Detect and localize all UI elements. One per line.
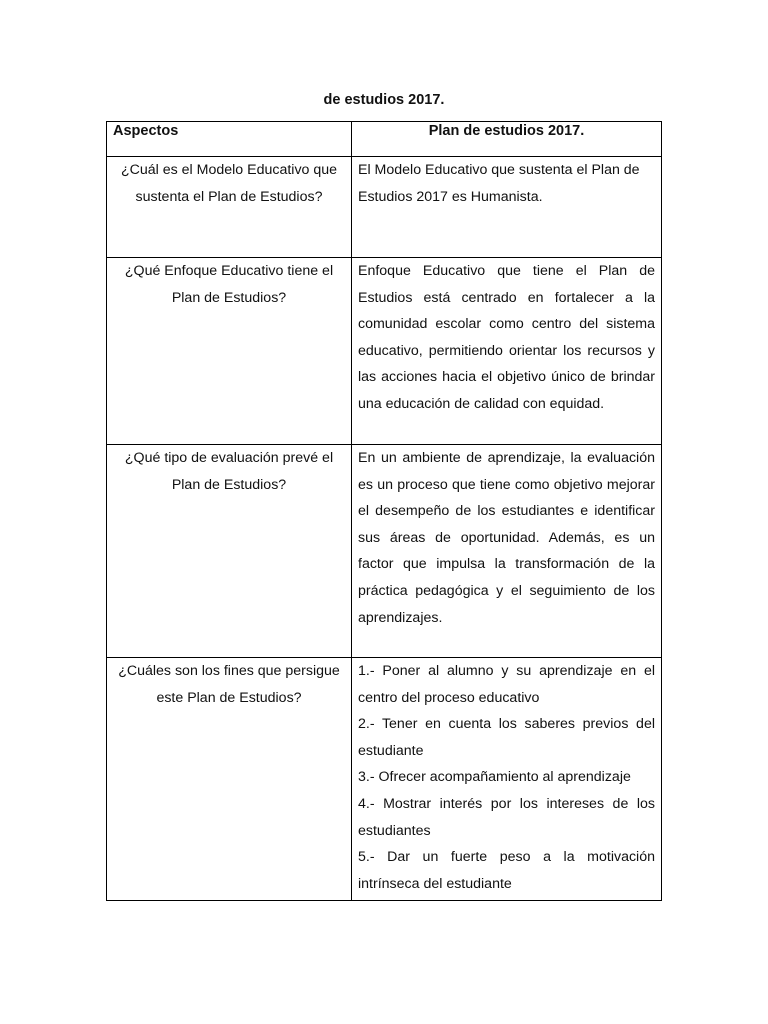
answer-list-item: 2.- Tener en cuenta los saberes previos del estudiante	[358, 716, 655, 759]
header-aspectos: Aspectos	[107, 122, 352, 157]
aspects-table	[106, 121, 662, 901]
question-cell: ¿Cuáles son los fines que persigue este Plan de Estudios?	[107, 658, 352, 901]
answer-cell: En un ambiente de aprendizaje, la evaluación es un proceso que tiene como objetivo mejorar el desempeño de los estudiantes e identificar sus áreas de oportunidad. Además, es un factor que impulsa la transformación de la práctica pedagógica y el seguimiento de los aprendizajes.	[352, 445, 662, 658]
answer-list-item: 1.- Poner al alumno y su aprendizaje en el centro del proceso educativo	[358, 663, 655, 706]
question-cell: ¿Cuál es el Modelo Educativo que sustenta el Plan de Estudios?	[107, 157, 352, 258]
question-cell: ¿Qué tipo de evaluación prevé el Plan de Estudios?	[107, 445, 352, 658]
header-plan: Plan de estudios 2017.	[352, 122, 662, 157]
answer-list-item: 3.- Ofrecer acompañamiento al aprendizaje	[358, 769, 631, 786]
answer-cell: Enfoque Educativo que tiene el Plan de Estudios está centrado en fortalecer a la comunidad escolar como centro del sistema educativo, permitiendo orientar los recursos y las acciones hacia el objetivo único de brindar una educación de calidad con equidad.	[352, 258, 662, 445]
table-row	[107, 157, 662, 258]
table-row	[107, 658, 662, 901]
table-header-row	[107, 122, 662, 157]
document-title: de estudios 2017.	[323, 92, 445, 108]
answer-list-item: 4.- Mostrar interés por los intereses de los estudiantes	[358, 795, 655, 839]
answer-list-item: 5.- Dar un fuerte peso a la motivación intrínseca del estudiante	[358, 849, 655, 892]
answer-cell: El Modelo Educativo que sustenta el Plan de Estudios 2017 es Humanista.	[352, 157, 662, 258]
question-cell: ¿Qué Enfoque Educativo tiene el Plan de Estudios?	[107, 258, 352, 445]
answer-cell	[352, 658, 662, 901]
table-row	[107, 258, 662, 445]
table-row	[107, 445, 662, 658]
